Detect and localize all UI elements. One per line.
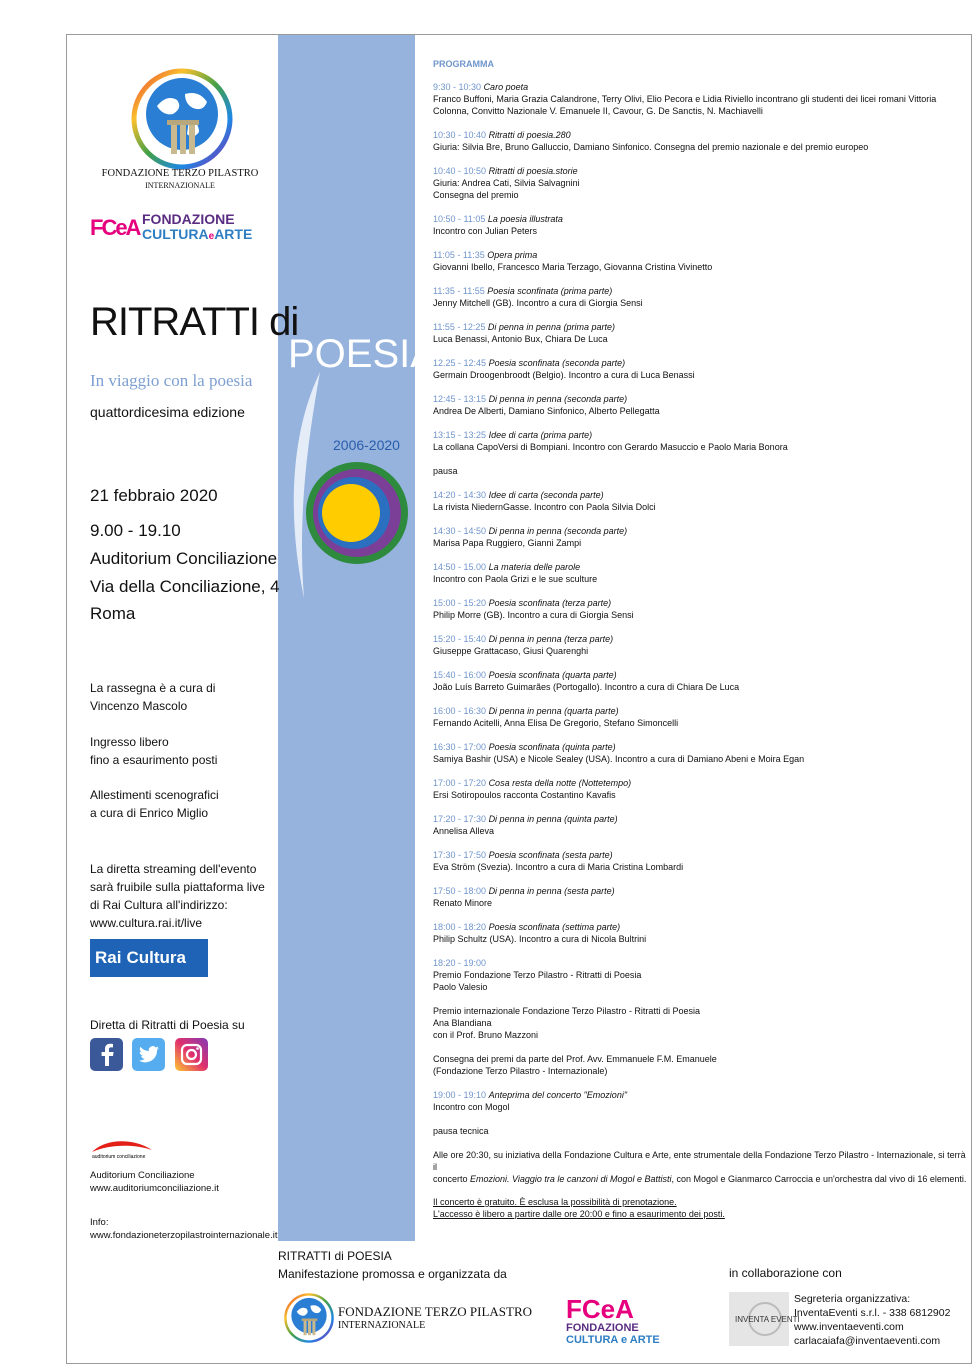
fca-mark-text: FCeA	[90, 215, 140, 240]
rai-logo-text-a: Rai	[95, 948, 122, 967]
info-label: Info:	[90, 1217, 109, 1228]
program-item-line: Incontro con Mogol	[433, 1102, 510, 1112]
program-item-time: 9:30 - 10:30	[433, 82, 482, 92]
auditorium-logo	[90, 1140, 154, 1160]
program-item-line: Luca Benassi, Antonio Bux, Chiara De Luca	[433, 334, 608, 344]
program-item-header	[433, 1089, 968, 1101]
program-item-title: Di penna in penna (seconda parte)	[488, 394, 628, 404]
program-item-time: 14:30 - 14:50	[433, 526, 487, 536]
program-item-header	[433, 249, 968, 261]
terzo-pilastro-logo	[127, 64, 237, 174]
program-item-header	[433, 525, 968, 537]
program-item-line: Giuseppe Grattacaso, Giusi Quarenghi	[433, 646, 589, 656]
program-item-title: Poesia sconfinata (prima parte)	[487, 286, 613, 296]
program-item-line: Giovanni Ibello, Francesco Maria Terzago, Giovanna Cristina Vivinetto	[433, 262, 713, 272]
program-item	[433, 813, 968, 837]
program-item	[433, 249, 968, 273]
program-item-time: 17:00 - 17:20	[433, 778, 487, 788]
concert-l1: Alle ore 20:30, su iniziativa della Fondazione Cultura e Arte, ente strumentale della Fondazione Terzo Pilastro - Internazionale, si terrà il	[433, 1150, 966, 1172]
concentric-circles-logo	[305, 461, 409, 565]
program-item-header	[433, 705, 968, 717]
program-item-line: La rivista NiedernGasse. Incontro con Paola Silvia Dolci	[433, 502, 656, 512]
program-item-title: Poesia sconfinata (sesta parte)	[488, 850, 613, 860]
program-item-header	[433, 921, 968, 933]
foundation-name-sub: INTERNAZIONALE	[145, 181, 215, 190]
program-item-time: 19:00 - 19:10	[433, 1090, 487, 1100]
program-item	[433, 429, 968, 453]
program-item-line: Philip Morre (GB). Incontro a cura di Giorgia Sensi	[433, 610, 634, 620]
footer-foundation-main: FONDAZIONE TERZO PILASTRO	[338, 1304, 533, 1319]
program-item	[433, 885, 968, 909]
subtitle: In viaggio con la poesia	[90, 371, 253, 390]
concert-title: Emozioni. Viaggio tra le canzoni di Mogol e Battisti	[470, 1174, 672, 1184]
event-venue: Auditorium Conciliazione	[90, 549, 278, 568]
program-item	[433, 705, 968, 729]
edition: quattordicesima edizione	[90, 404, 245, 420]
program-item-time: 15:20 - 15:40	[433, 634, 487, 644]
facebook-icon[interactable]	[90, 1038, 123, 1071]
fca-line2c: ARTE	[214, 226, 253, 242]
instagram-icon[interactable]	[175, 1038, 208, 1071]
foundation-name	[90, 168, 270, 192]
twitter-icon[interactable]	[132, 1038, 165, 1071]
program-item-time: 16:30 - 17:00	[433, 742, 487, 752]
program-item	[433, 849, 968, 873]
program-item-time: 15:00 - 15:20	[433, 598, 487, 608]
program-item-header	[433, 597, 968, 609]
program-item-line: Marisa Papa Ruggiero, Gianni Zampi	[433, 538, 582, 548]
fca-line2a: CULTURA	[142, 226, 209, 242]
program-item-time: 18:00 - 18:20	[433, 922, 487, 932]
program-item-header	[433, 669, 968, 681]
program-item-line: João Luís Barreto Guimarães (Portogallo). Incontro a cura di Chiara De Luca	[433, 682, 740, 692]
program-item-line: Franco Buffoni, Maria Grazia Calandrone, Terry Olivi, Elio Pecora e Lidia Riviello incontrano gli studenti dei licei romani Vittoria	[433, 94, 937, 104]
footer-line2: Manifestazione promossa e organizzata da	[278, 1267, 507, 1281]
streaming-info	[90, 860, 265, 932]
footer-fca-l2: CULTURA e ARTE	[566, 1334, 660, 1346]
program-item	[433, 285, 968, 309]
program-item	[433, 489, 968, 513]
stream-l1: La diretta streaming dell'evento	[90, 862, 257, 876]
seg-l2: InventaEventi s.r.l. - 338 6812902	[794, 1307, 951, 1319]
program-item-time: 11:55 - 12:25	[433, 322, 486, 332]
program-item-header	[433, 885, 968, 897]
program-item	[433, 921, 968, 945]
program-item	[433, 1005, 968, 1041]
foundation-name-main: FONDAZIONE TERZO PILASTRO	[101, 168, 259, 179]
program-item	[433, 1053, 968, 1077]
event-city: Roma	[90, 604, 136, 623]
program-item-time: 17:20 - 17:30	[433, 814, 487, 824]
program-item-title: Poesia sconfinata (terza parte)	[488, 598, 612, 608]
program-item-line: Jenny Mitchell (GB). Incontro a cura di Giorgia Sensi	[433, 298, 643, 308]
program-item-title: Ritratti di poesia.storie	[488, 166, 578, 176]
program-item-line: La collana CapoVersi di Bompiani. Incontro con Gerardo Masuccio e Paolo Maria Bonora	[433, 442, 788, 452]
program-item-line: Consegna dei premi da parte del Prof. Avv. Emmanuele F.M. Emanuele	[433, 1054, 717, 1064]
program-item-header	[433, 813, 968, 825]
info-link[interactable]: www.fondazioneterzopilastrointernazionale.it	[90, 1230, 278, 1241]
program-item-header	[433, 129, 968, 141]
stream-link[interactable]: www.cultura.rai.it/live	[90, 916, 203, 930]
program-item-title: Di penna in penna (sesta parte)	[488, 886, 615, 896]
title-ritratti: RITRATTI di	[90, 300, 299, 344]
program-item-line: Annelisa Alleva	[433, 826, 495, 836]
program-item-time: 17:50 - 18:00	[433, 886, 487, 896]
program-item	[433, 465, 968, 477]
program-item-time: 18:20 - 19:00	[433, 958, 487, 968]
concert-access	[433, 1196, 968, 1220]
program-item-title: Idee di carta (prima parte)	[488, 430, 593, 440]
program-item-line: pausa tecnica	[433, 1126, 489, 1136]
program-item-line: Premio internazionale Fondazione Terzo Pilastro - Ritratti di Poesia	[433, 1006, 700, 1016]
auditorium-link[interactable]: www.auditoriumconciliazione.it	[90, 1183, 219, 1194]
program-item-time: 17:30 - 17:50	[433, 850, 487, 860]
event-address: Via della Conciliazione, 4	[90, 577, 280, 596]
free-l1: Il concerto è gratuito. È esclusa la possibilità di prenotazione.	[433, 1197, 677, 1207]
program-item-line: Ana Blandiana	[433, 1018, 492, 1028]
program-item-line: pausa	[433, 466, 458, 476]
seg-link[interactable]: www.inventaeventi.com	[794, 1321, 904, 1333]
free-l2: L'accesso è libero a partire dalle ore 20:00 e fino a esaurimento dei posti.	[433, 1209, 725, 1219]
program-item	[433, 561, 968, 585]
footer-fca-mark: FCeA	[566, 1294, 634, 1324]
program-item-line: Premio Fondazione Terzo Pilastro - Ritratti di Poesia	[433, 970, 642, 980]
program-item-line: Fernando Acitelli, Anna Elisa De Gregorio, Stefano Simoncelli	[433, 718, 679, 728]
entry-l2: fino a esaurimento posti	[90, 753, 218, 767]
concert-info	[433, 1149, 968, 1220]
program-item-header	[433, 429, 968, 441]
program-item-header	[433, 213, 968, 225]
program-item	[433, 393, 968, 417]
program-item-title: Anteprima del concerto "Emozioni"	[488, 1090, 628, 1100]
program-item	[433, 669, 968, 693]
secretariat-info	[794, 1292, 950, 1348]
program-item	[433, 321, 968, 345]
program-item-time: 10:40 - 10:50	[433, 166, 487, 176]
program	[433, 58, 968, 1231]
program-item-line: (Fondazione Terzo Pilastro - Internazionale)	[433, 1066, 608, 1076]
stream-l2: sarà fruibile sulla piattaforma live	[90, 880, 265, 894]
program-item-line: Consegna del premio	[433, 190, 519, 200]
program-item-title: Di penna in penna (seconda parte)	[488, 526, 628, 536]
sets-l1: Allestimenti scenografici	[90, 788, 219, 802]
program-item-time: 16:00 - 16:30	[433, 706, 487, 716]
program-item-title: Di penna in penna (quinta parte)	[488, 814, 618, 824]
stream-l3: di Rai Cultura all'indirizzo:	[90, 898, 228, 912]
program-item	[433, 1125, 968, 1137]
program-item-time: 15:40 - 16:00	[433, 670, 487, 680]
program-item-time: 14:20 - 14:30	[433, 490, 487, 500]
program-item	[433, 165, 968, 201]
fca-line1: FONDAZIONE	[142, 211, 235, 227]
curator-l2: Vincenzo Mascolo	[90, 699, 188, 713]
program-item-title: Ritratti di poesia.280	[488, 130, 571, 140]
fca-logo	[90, 212, 280, 244]
program-item-title: Di penna in penna (quarta parte)	[488, 706, 619, 716]
program-heading: PROGRAMMA	[433, 59, 494, 69]
program-item-title: Poesia sconfinata (quinta parte)	[488, 742, 616, 752]
program-item	[433, 357, 968, 381]
program-item	[433, 81, 968, 117]
seg-l1: Segreteria organizzativa:	[794, 1293, 911, 1305]
seg-email[interactable]: carlacaiafa@inventaeventi.com	[794, 1335, 941, 1347]
concert-l2c: , con Mogol e Gianmarco Carroccia e un'orchestra dal vivo di 16 elementi.	[671, 1174, 967, 1184]
collaboration-label: in collaborazione con	[729, 1266, 842, 1280]
program-item-line: Eva Ström (Svezia). Incontro a cura di Maria Cristina Lombardi	[433, 862, 684, 872]
program-item-title: La materia delle parole	[488, 562, 581, 572]
program-item-line: Colonna, Convitto Nazionale V. Emanuele II, Cavour, G. De Sanctis, N. Machiavelli	[433, 106, 763, 116]
program-item-time: 14:50 - 15.00	[433, 562, 487, 572]
program-item-time: 10:30 - 10:40	[433, 130, 487, 140]
program-item-line: Incontro con Julian Peters	[433, 226, 538, 236]
program-item-time: 11:35 - 11:55	[433, 286, 485, 296]
program-item-header	[433, 285, 968, 297]
footer-terzo-pilastro-logo	[282, 1291, 336, 1345]
program-item-line: Andrea De Alberti, Damiano Sinfonico, Alberto Pellegatta	[433, 406, 660, 416]
event-time: 9.00 - 19.10	[90, 521, 181, 540]
program-item-header	[433, 957, 968, 969]
program-item-time: 13:15 - 13:25	[433, 430, 487, 440]
footer-line1: RITRATTI di POESIA	[278, 1249, 392, 1263]
program-item-header	[433, 81, 968, 93]
program-item-time: 12.25 - 12:45	[433, 358, 487, 368]
program-item-header	[433, 633, 968, 645]
program-item-title: Poesia sconfinata (seconda parte)	[488, 358, 626, 368]
program-item-line: con il Prof. Bruno Mazzoni	[433, 1030, 539, 1040]
footer-foundation-sub: INTERNAZIONALE	[338, 1320, 426, 1331]
program-item-header	[433, 849, 968, 861]
program-item	[433, 597, 968, 621]
program-item-title: Caro poeta	[483, 82, 529, 92]
program-item	[433, 525, 968, 549]
program-item-header	[433, 561, 968, 573]
program-item-title: La poesia illustrata	[487, 214, 563, 224]
program-item-header	[433, 777, 968, 789]
program-item-header	[433, 489, 968, 501]
inventa-eventi-logo	[729, 1292, 800, 1346]
concert-text	[433, 1149, 968, 1185]
program-item-line: Giuria: Andrea Cati, Silvia Salvagnini	[433, 178, 580, 188]
years: 2006-2020	[333, 437, 400, 453]
sets-l2: a cura di Enrico Miglio	[90, 806, 209, 820]
event-date: 21 febbraio 2020	[90, 486, 218, 505]
program-item-header	[433, 165, 968, 177]
program-item-title: Idee di carta (seconda parte)	[488, 490, 604, 500]
program-item-line: Renato Minore	[433, 898, 493, 908]
program-item-header	[433, 741, 968, 753]
fca-mark-icon	[90, 214, 138, 240]
program-item	[433, 213, 968, 237]
program-item-line: Germain Droogenbroodt (Belgio). Incontro a cura di Luca Benassi	[433, 370, 695, 380]
program-item-title: Di penna in penna (prima parte)	[487, 322, 615, 332]
program-item-title: Di penna in penna (terza parte)	[488, 634, 614, 644]
concert-l2a: concerto	[433, 1174, 471, 1184]
program-item-header	[433, 357, 968, 369]
rai-cultura-logo[interactable]	[90, 939, 208, 977]
sets-info	[90, 786, 219, 822]
program-item	[433, 1089, 968, 1113]
auditorium-logo-text: auditorium conciliazione	[92, 1154, 146, 1160]
program-item-title: Opera prima	[487, 250, 538, 260]
rai-logo-text-b: Cultura	[126, 948, 186, 967]
program-item-line: Giuria: Silvia Bre, Bruno Galluccio, Damiano Sinfonico. Consegna del premio nazionale e del premio europeo	[433, 142, 869, 152]
program-item-time: 11:05 - 11:35	[433, 250, 485, 260]
auditorium-name: Auditorium Conciliazione	[90, 1170, 195, 1181]
program-item-header	[433, 393, 968, 405]
program-item-line: Paolo Valesio	[433, 982, 488, 992]
program-item-title: Poesia sconfinata (settima parte)	[488, 922, 621, 932]
social-label: Diretta di Ritratti di Poesia su	[90, 1018, 245, 1032]
program-item-title: Cosa resta della notte (Nottetempo)	[488, 778, 632, 788]
program-item-line: Philip Schultz (USA). Incontro a cura di Nicola Bultrini	[433, 934, 647, 944]
program-item-line: Incontro con Paola Grizi e le sue sculture	[433, 574, 598, 584]
program-item-header	[433, 321, 968, 333]
footer-foundation-name	[338, 1305, 532, 1333]
title-poesia: POESIA	[288, 332, 437, 376]
auditorium-info	[90, 1169, 219, 1195]
program-item	[433, 129, 968, 153]
program-item	[433, 633, 968, 657]
program-item-title: Poesia sconfinata (quarta parte)	[488, 670, 617, 680]
program-list	[433, 81, 968, 1137]
program-item-line: Samiya Bashir (USA) e Nicole Sealey (USA). Incontro a cura di Damiano Abeni e Moira Egan	[433, 754, 805, 764]
fca-line2b: e	[208, 231, 215, 242]
footer-fca-logo	[566, 1294, 686, 1346]
program-item-time: 10:50 - 11:05	[433, 214, 486, 224]
entry-l1: Ingresso libero	[90, 735, 169, 749]
footer-text	[278, 1247, 507, 1283]
program-item-time: 12:45 - 13:15	[433, 394, 487, 404]
blue-band	[278, 35, 415, 1241]
entry-info	[90, 733, 217, 769]
program-item	[433, 741, 968, 765]
info-block	[90, 1216, 277, 1242]
program-item	[433, 777, 968, 801]
inventa-logo-text: INVENTA EVENTI	[735, 1315, 800, 1324]
footer-fca-l1: FONDAZIONE	[566, 1322, 639, 1334]
curator	[90, 679, 215, 715]
curator-l1: La rassegna è a cura di	[90, 681, 216, 695]
program-item	[433, 957, 968, 993]
program-item-line: Ersi Sotiropoulos racconta Costantino Kavafis	[433, 790, 616, 800]
